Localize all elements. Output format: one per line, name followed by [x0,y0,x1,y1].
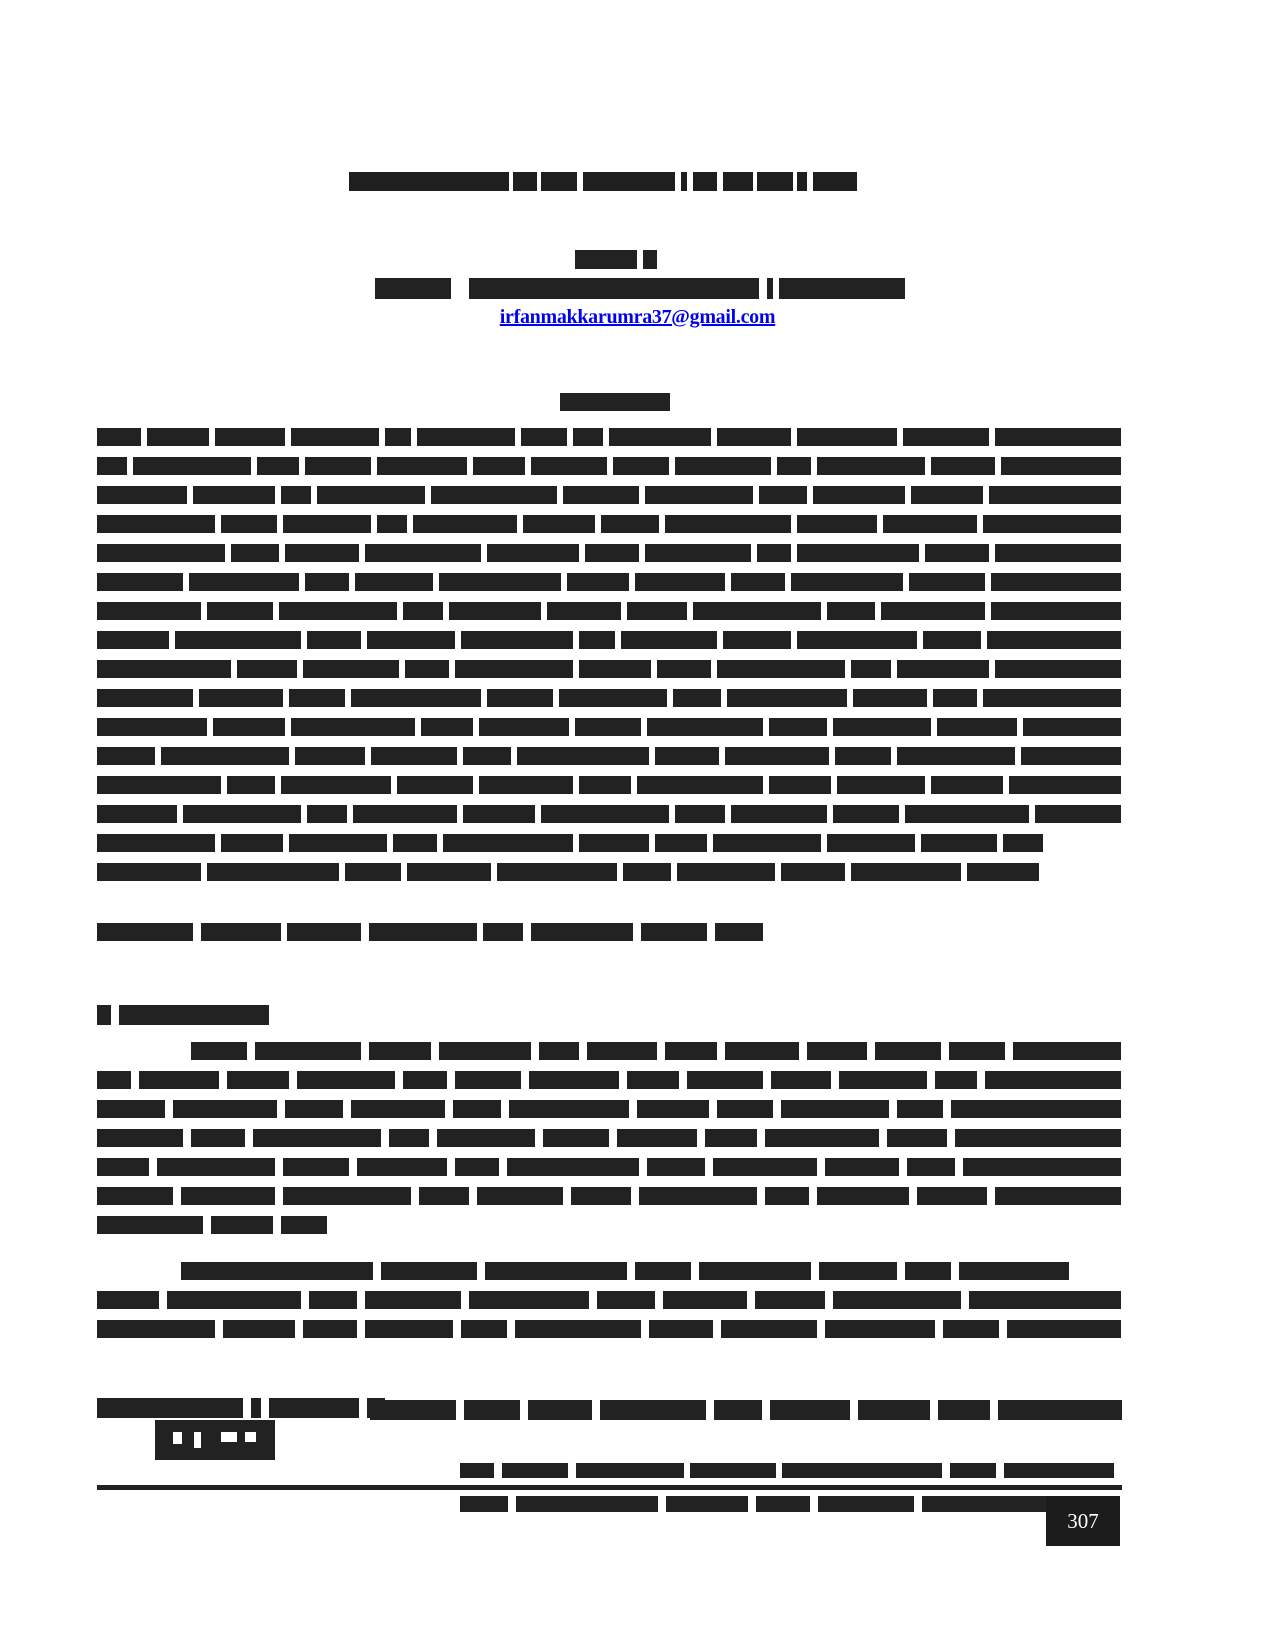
redacted-text-line [97,660,1122,678]
redacted-affiliation-line [375,278,905,299]
redacted-text-line [97,1158,1122,1176]
redacted-text-line [97,631,1122,649]
redacted-text-line [97,1320,1122,1338]
email-line [95,306,1180,329]
introduction-paragraph-1 [97,1042,1122,1245]
stamp-notch [221,1432,237,1442]
redacted-text-line [97,776,1122,794]
redacted-text-line [97,689,1122,707]
article-title [345,172,865,191]
footer-divider [97,1485,1122,1490]
section-heading-introduction [97,1005,347,1025]
corresponding-author-email-link[interactable]: irfanmakkarumra37@gmail.com [499,306,776,328]
introduction-paragraph-2 [97,1262,1122,1349]
redacted-footer-note [460,1463,1120,1478]
redacted-text-line [97,1262,1122,1280]
stamp-notch [173,1432,182,1444]
redacted-text-line [97,1071,1122,1089]
redacted-text-line [97,718,1122,736]
redacted-text-line [97,747,1122,765]
redacted-text-line [97,863,1122,881]
redacted-text-line [97,1187,1122,1205]
redacted-text-line [97,1291,1122,1309]
redacted-text-line [97,457,1122,475]
stamp-notch [194,1432,201,1448]
redacted-title-line [345,172,865,191]
page-number: 307 [1046,1496,1120,1546]
redacted-text-line [97,805,1122,823]
redacted-footer-note-2 [460,1496,1120,1512]
redacted-text-line [97,544,1122,562]
introduction-tail-line [370,1400,1122,1420]
redacted-text-line [97,1042,1122,1060]
footer-note-top [460,1463,1120,1487]
redacted-author-name-line [375,250,905,269]
redacted-section-heading [97,1005,347,1025]
footer-note-bottom [460,1496,1120,1522]
redacted-stamp-top [97,1398,397,1418]
redacted-tail-line [370,1400,1122,1420]
redacted-text-line [97,573,1122,591]
redacted-text-line [97,834,1122,852]
redacted-text-line [97,486,1122,504]
author-block [375,250,905,299]
redacted-text-line [97,515,1122,533]
redacted-text-line [97,1100,1122,1118]
publisher-stamp [97,1398,397,1460]
keywords-line [97,923,1122,941]
redacted-abstract-heading [560,393,670,411]
redacted-text-line [97,1216,1122,1234]
redacted-text-line [97,602,1122,620]
redacted-text-line [97,1129,1122,1147]
abstract-body [97,428,1122,892]
stamp-notch [245,1432,256,1442]
abstract-heading [560,393,670,411]
redacted-keywords [97,923,1122,941]
redacted-text-line [97,428,1122,446]
